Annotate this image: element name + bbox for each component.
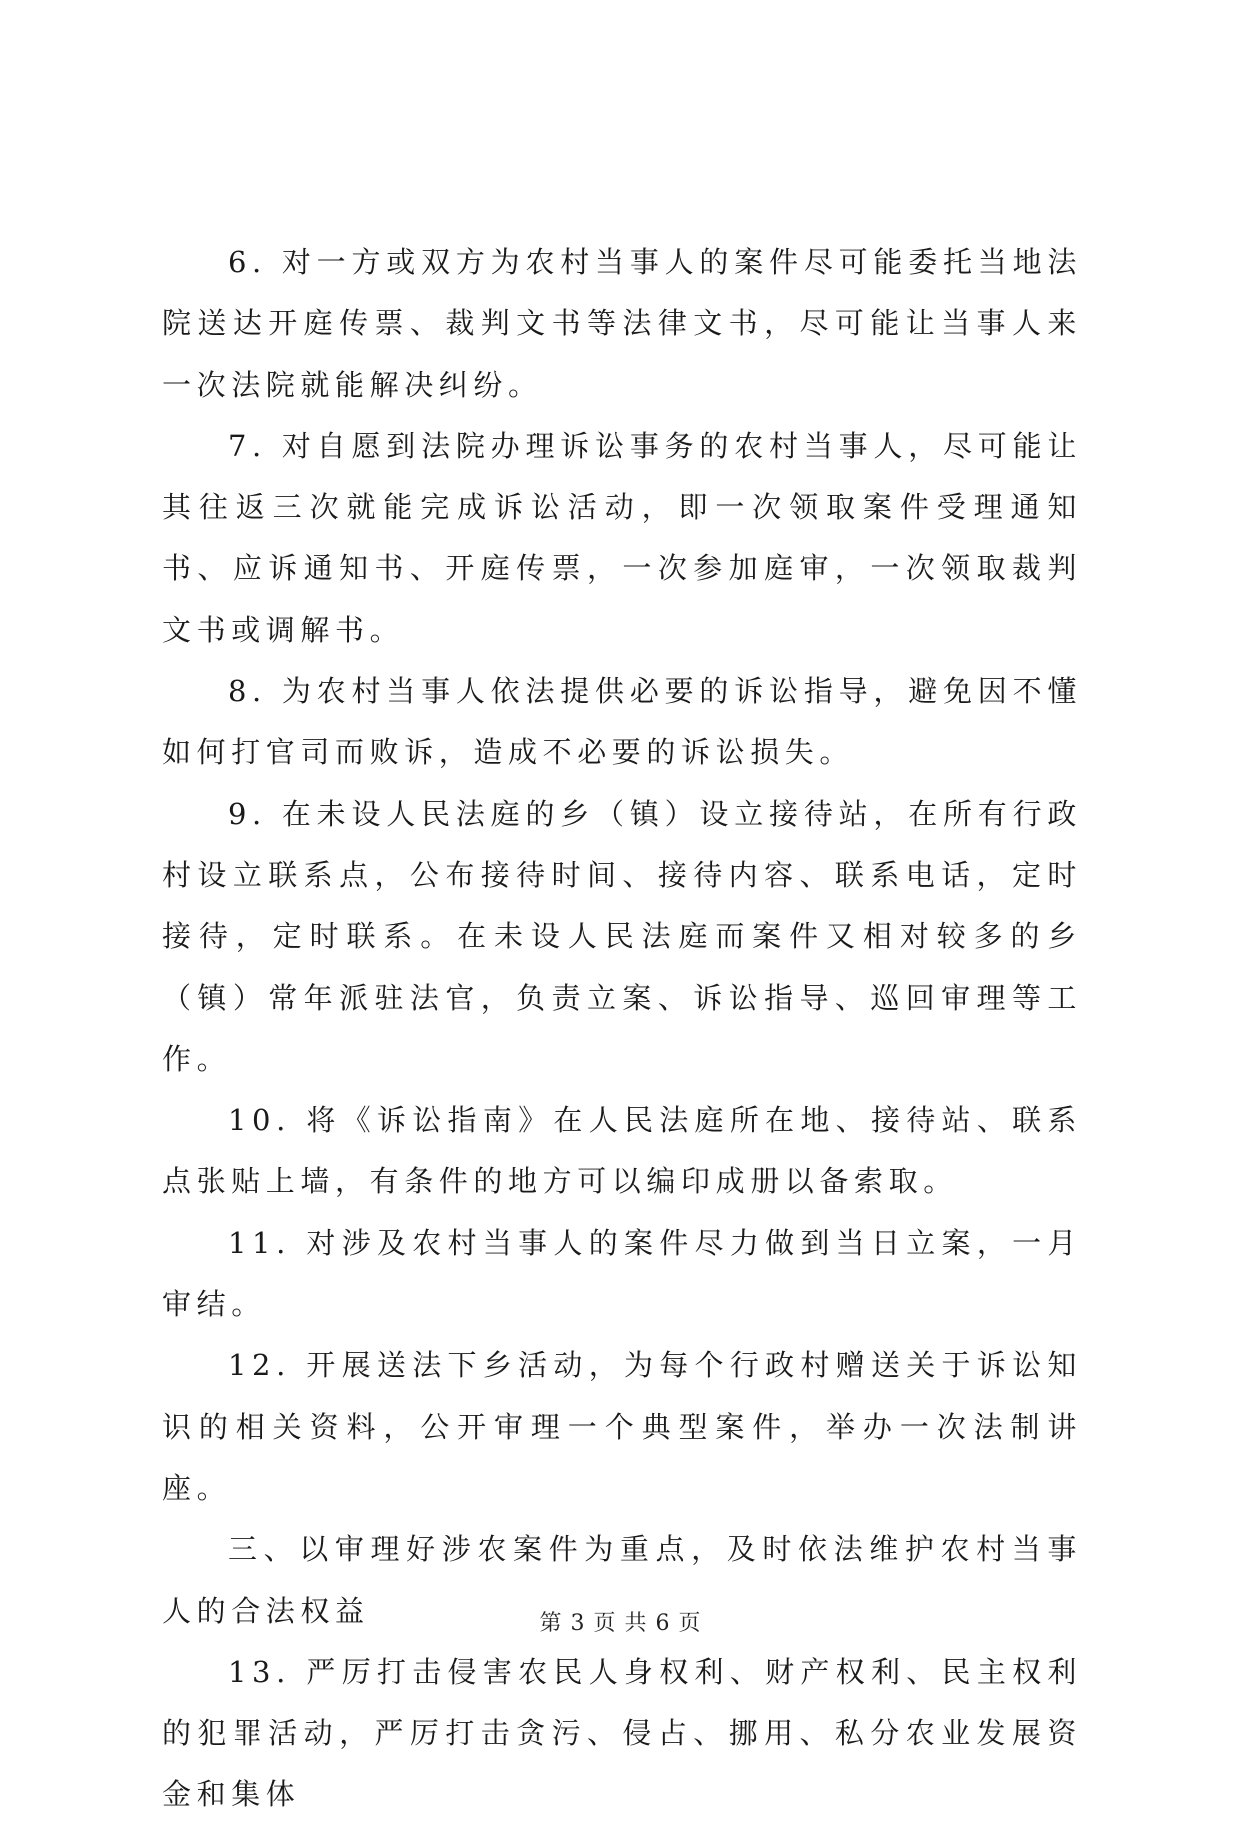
paragraph-item-8: 8. 为农村当事人依法提供必要的诉讼指导，避免因不懂如何打官司而败诉，造成不必要的诉讼损失。 [162,674,1082,770]
paragraph-item-11: 11. 对涉及农村当事人的案件尽力做到当日立案，一月审结。 [162,1225,1082,1322]
paragraph-item-9: 9. 在未设人民法庭的乡（镇）设立接待站，在所有行政村设立联系点，公布接待时间、接待内容、联系电话，定时接待，定时联系。在未设人民法庭而案件又相对较多的乡（镇）常年派驻法官，负责立案、诉讼指导、巡回审理等工作。 [162,796,1082,1076]
paragraph-item-6: 6. 对一方或双方为农村当事人的案件尽可能委托当地法院送达开庭传票、裁判文书等法律文书，尽可能让当事人来一次法院就能解决纠纷。 [162,245,1082,402]
paragraph-item-10: 10. 将《诉讼指南》在人民法庭所在地、接待站、联系点张贴上墙，有条件的地方可以编印成册以备索取。 [162,1103,1082,1199]
page-footer [0,1606,1241,1637]
paragraph-item-13: 13. 严厉打击侵害农民人身权利、财产权利、民主权利的犯罪活动，严厉打击贪污、侵占、挪用、私分农业发展资金和集体 [162,1654,1082,1812]
page-number-label: 第 3 页 共 6 页 [539,1611,702,1636]
document-body [162,232,1082,1826]
paragraph-item-7: 7. 对自愿到法院办理诉讼事务的农村当事人，尽可能让其往返三次就能完成诉讼活动，即一次领取案件受理通知书、应诉通知书、开庭传票，一次参加庭审，一次领取裁判文书或调解书。 [162,428,1082,647]
paragraph-item-12: 12. 开展送法下乡活动，为每个行政村赠送关于诉讼知识的相关资料，公开审理一个典型案件，举办一次法制讲座。 [162,1348,1082,1505]
section-heading-3: 三、以审理好涉农案件为重点，及时依法维护农村当事人的合法权益 [162,1532,1082,1628]
